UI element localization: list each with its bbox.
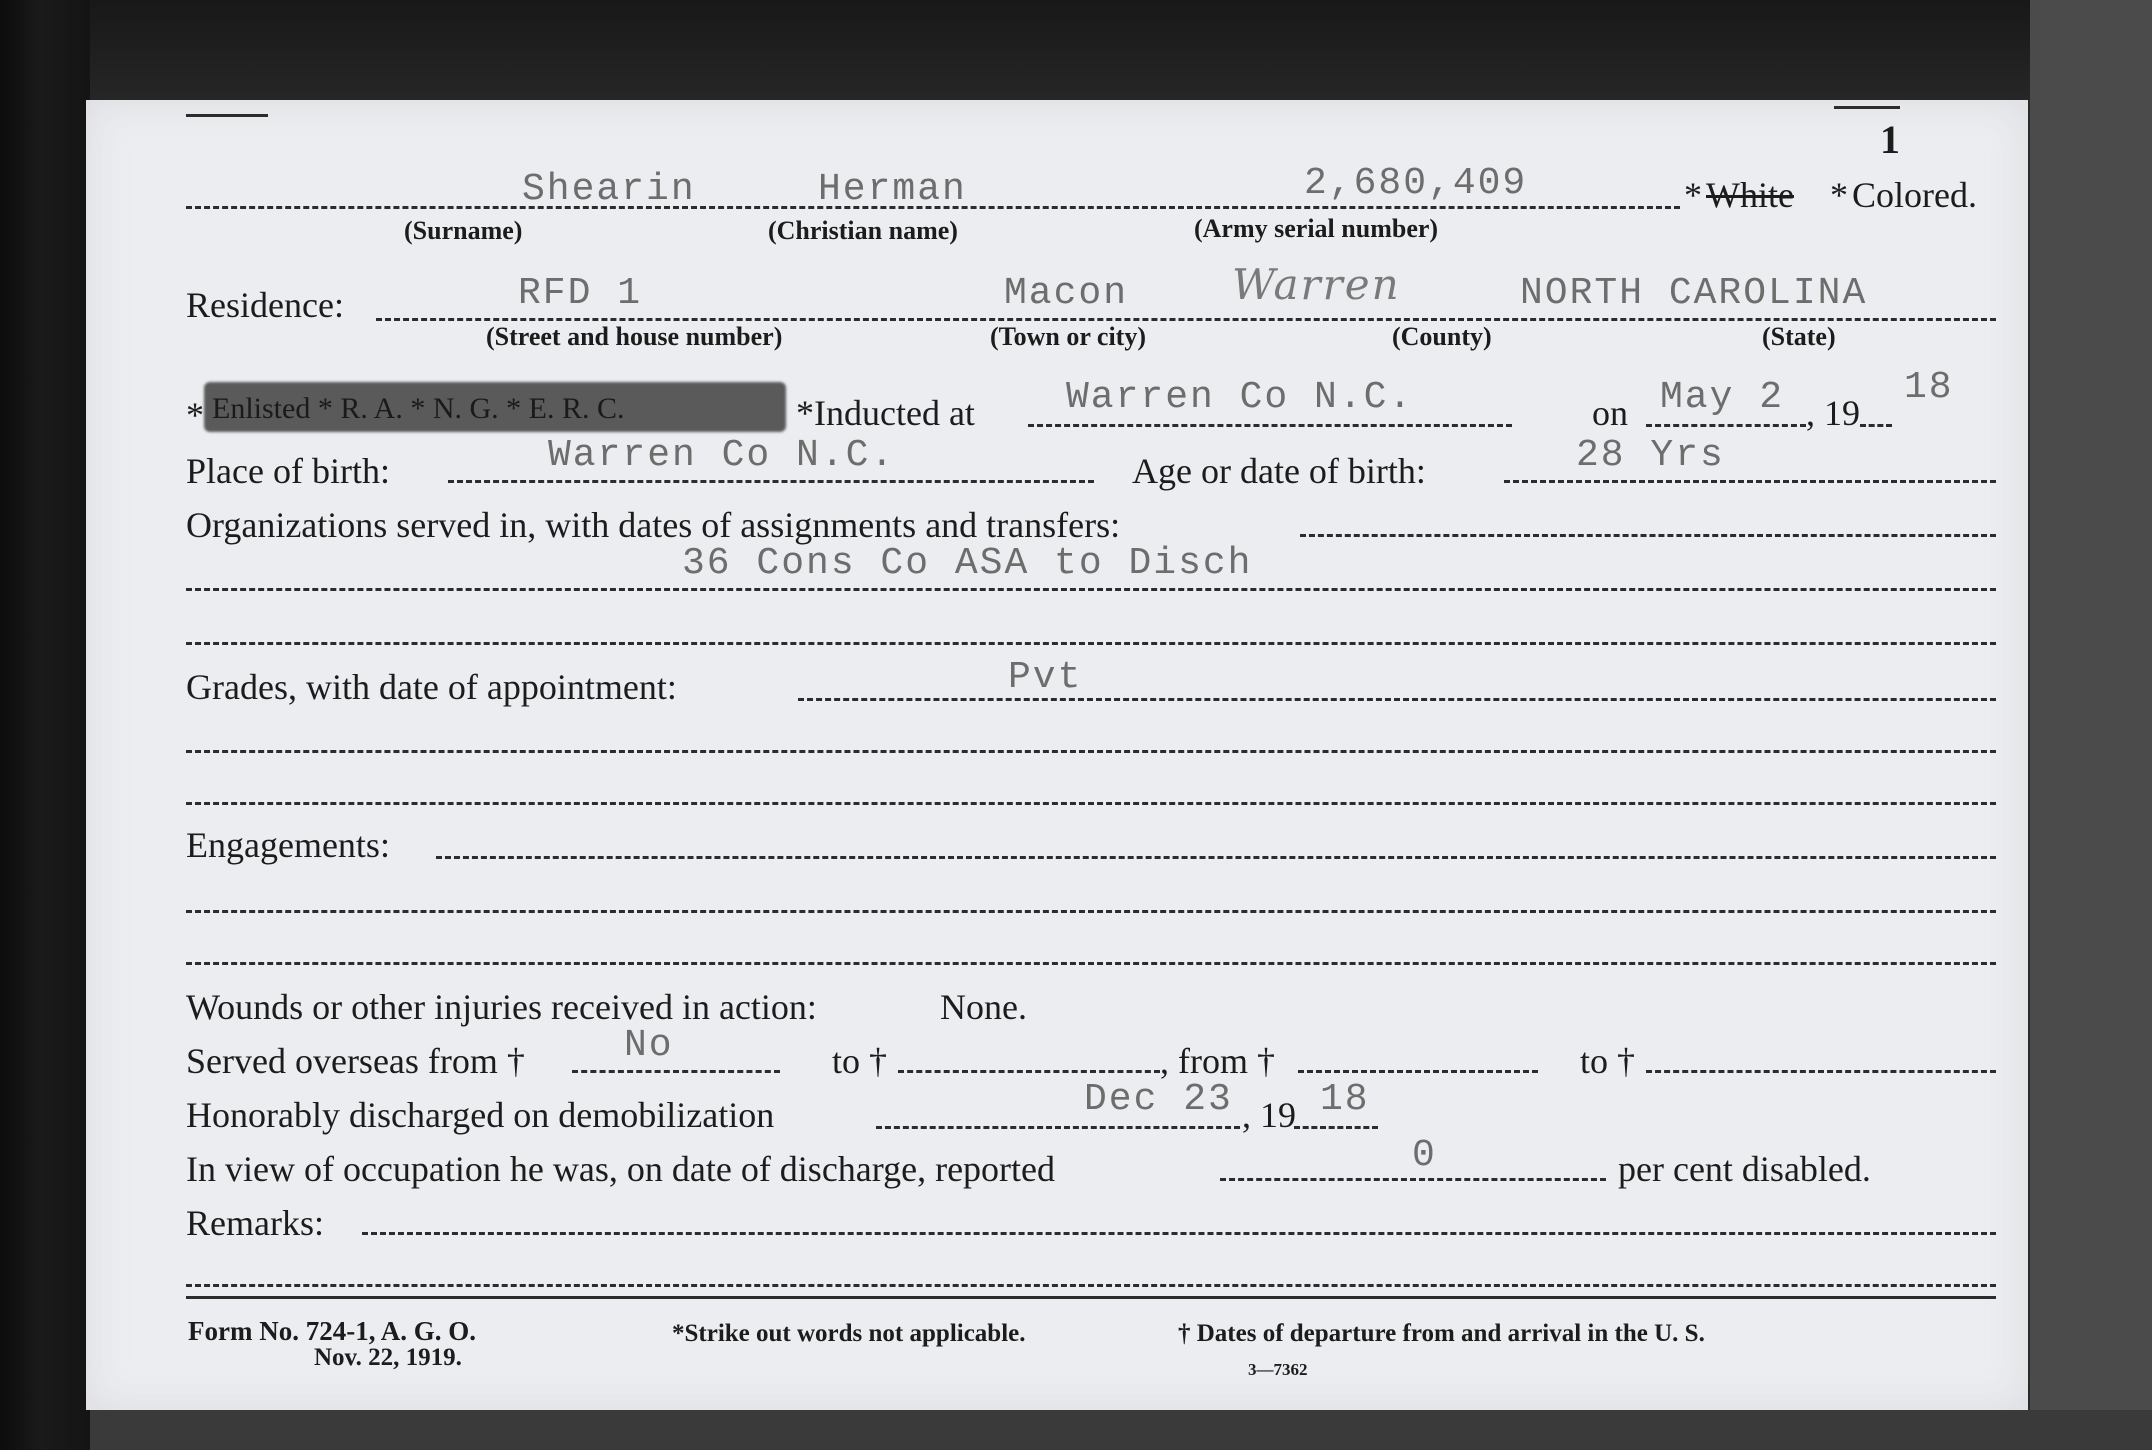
christian-name-caption: (Christian name): [768, 216, 958, 245]
residence-line: [376, 318, 1996, 321]
street-caption: (Street and house number): [486, 322, 783, 351]
residence-state-value: NORTH CAROLINA: [1520, 272, 1868, 315]
town-caption: (Town or city): [990, 322, 1146, 351]
county-caption: (County): [1392, 322, 1492, 351]
place-of-birth-label: Place of birth:: [186, 451, 390, 491]
organizations-line-2: [186, 588, 1996, 591]
discharge-year-prefix: , 19: [1242, 1095, 1296, 1135]
inducted-year-line: [1860, 424, 1892, 427]
grades-line-2: [186, 750, 1996, 753]
age-line: [1504, 480, 1996, 483]
overseas-from2-line: [1298, 1070, 1538, 1073]
enlisted-options: Enlisted * R. A. * N. G. * E. R. C.: [212, 392, 625, 425]
inducted-line: [1028, 424, 1512, 427]
age-label: Age or date of birth:: [1132, 451, 1426, 491]
service-record-card: [86, 100, 2028, 1410]
scan-border-left: [0, 0, 90, 1450]
on-label: on: [1592, 393, 1628, 433]
engagements-line-2: [186, 910, 1996, 913]
wounds-label: Wounds or other injuries received in action:: [186, 987, 817, 1027]
remarks-line-2: [186, 1284, 1996, 1287]
surname-value: Shearin: [522, 168, 696, 211]
surname-caption: (Surname): [404, 216, 523, 245]
disability-line: [1220, 1178, 1606, 1181]
scan-border-top: [90, 0, 2152, 100]
engagements-label: Engagements:: [186, 825, 390, 865]
footer-rule: [186, 1296, 1996, 1299]
overseas-from-line: [572, 1070, 780, 1073]
grades-label: Grades, with date of appointment:: [186, 667, 677, 707]
enlisted-star: *: [186, 395, 204, 435]
served-overseas-label: Served overseas from †: [186, 1041, 525, 1081]
overseas-to2-line: [1646, 1070, 1996, 1073]
place-of-birth-line: [448, 480, 1094, 483]
state-caption: (State): [1762, 322, 1836, 351]
card-number: 1: [1880, 117, 1900, 162]
inducted-label: *Inducted at: [796, 393, 975, 433]
discharged-label: Honorably discharged on demobilization: [186, 1095, 775, 1135]
overseas-from2-label: , from †: [1160, 1041, 1275, 1081]
grades-line-1: [798, 698, 1996, 701]
inducted-at-value: Warren Co N.C.: [1066, 376, 1414, 419]
discharge-year-line: [1294, 1126, 1378, 1129]
disability-value: 0: [1412, 1134, 1437, 1177]
inducted-year-value: 18: [1904, 366, 1954, 409]
inducted-year-prefix: , 19: [1806, 393, 1860, 433]
serial-caption: (Army serial number): [1194, 214, 1439, 243]
overseas-to-label: to †: [832, 1041, 888, 1081]
remarks-line-1: [362, 1232, 1996, 1235]
per-cent-disabled-label: per cent disabled.: [1618, 1149, 1871, 1189]
serial-number-value: 2,680,409: [1304, 162, 1528, 205]
race-star-white: *: [1684, 175, 1702, 215]
overseas-to-line: [898, 1070, 1160, 1073]
wounds-value: None.: [940, 987, 1027, 1027]
scan-border-right: [2030, 0, 2152, 1450]
occupation-label: In view of occupation he was, on date of discharge, reported: [186, 1149, 1056, 1189]
place-of-birth-value: Warren Co N.C.: [548, 434, 896, 477]
organizations-line-1: [1300, 534, 1996, 537]
overseas-from-value: No: [624, 1024, 674, 1067]
discharge-date-value: Dec 23: [1084, 1078, 1233, 1121]
grade-value: Pvt: [1008, 656, 1083, 699]
remarks-label: Remarks:: [186, 1203, 324, 1243]
race-colored: Colored.: [1852, 175, 1977, 215]
top-left-rule: [186, 114, 268, 117]
residence-town-value: Macon: [1004, 272, 1129, 315]
dates-note: † Dates of departure from and arrival in the U. S.: [1178, 1320, 1705, 1347]
residence-street-value: RFD 1: [518, 272, 643, 315]
inducted-date-value: May 2: [1660, 376, 1785, 419]
overseas-to2-label: to †: [1580, 1041, 1636, 1081]
form-number: Form No. 724-1, A. G. O.: [188, 1316, 476, 1346]
inducted-date-line: [1646, 424, 1806, 427]
organizations-line-3: [186, 642, 1996, 645]
age-value: 28 Yrs: [1576, 434, 1725, 477]
discharge-year-value: 18: [1320, 1078, 1370, 1121]
strike-out-note: *Strike out words not applicable.: [672, 1320, 1026, 1347]
organizations-value: 36 Cons Co ASA to Disch: [682, 542, 1253, 585]
grades-line-3: [186, 802, 1996, 805]
top-right-rule: [1834, 106, 1900, 109]
race-white-struck: White: [1706, 175, 1794, 215]
christian-name-value: Herman: [818, 168, 967, 211]
organizations-label: Organizations served in, with dates of assignments and transfers:: [186, 505, 1121, 545]
engagements-line-3: [186, 962, 1996, 965]
print-code: 3—7362: [1248, 1360, 1308, 1379]
scan-border-bottom: [90, 1410, 2152, 1450]
discharge-date-line: [876, 1126, 1240, 1129]
race-star-colored: *: [1830, 175, 1848, 215]
residence-label: Residence:: [186, 285, 344, 325]
engagements-line-1: [436, 856, 1996, 859]
residence-county-value: Warren: [1232, 260, 1401, 309]
form-date: Nov. 22, 1919.: [314, 1344, 462, 1371]
